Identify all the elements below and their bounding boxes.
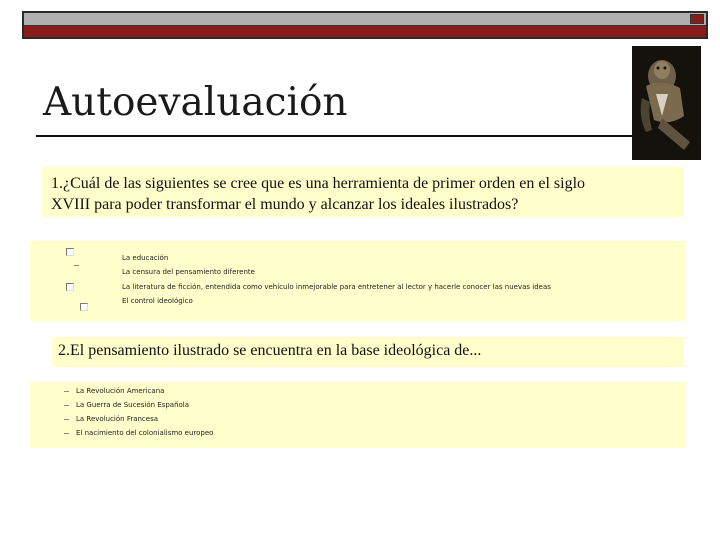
q1-option-2[interactable]: La censura del pensamiento diferente bbox=[122, 268, 255, 276]
q1-option-1[interactable]: La educación bbox=[122, 254, 169, 262]
option-checkbox-small[interactable] bbox=[74, 265, 79, 266]
option-checkbox-small[interactable] bbox=[64, 405, 69, 406]
q1-option-3[interactable]: La literatura de ficción, entendida como vehículo inmejorable para entretener al lector y hacerle conocer las nuevas ideas bbox=[122, 283, 551, 291]
q2-option-1[interactable]: La Revolución Americana bbox=[76, 387, 165, 395]
question-1-box bbox=[42, 167, 684, 217]
top-decorative-band bbox=[22, 11, 708, 39]
q2-option-3[interactable]: La Revolución Francesa bbox=[76, 415, 159, 423]
option-checkbox[interactable] bbox=[80, 303, 88, 311]
option-checkbox[interactable] bbox=[66, 248, 74, 256]
band-square-icon bbox=[690, 14, 704, 24]
question-2-options bbox=[30, 382, 685, 448]
q1-option-4[interactable]: El control ideológico bbox=[122, 297, 193, 305]
question-1-line-1: 1.¿Cuál de las siguientes se cree que es una herramienta de primer orden en el siglo bbox=[51, 175, 586, 192]
option-checkbox-small[interactable] bbox=[64, 419, 69, 420]
question-2-box bbox=[52, 337, 684, 367]
q2-option-4[interactable]: El nacimiento del colonialismo europeo bbox=[76, 429, 214, 437]
goya-painting-image bbox=[632, 46, 701, 160]
question-1-line-2: XVIII para poder transformar el mundo y alcanzar los ideales ilustrados? bbox=[51, 196, 519, 213]
title-underline bbox=[36, 135, 633, 137]
question-1-options bbox=[30, 241, 685, 321]
option-checkbox-small[interactable] bbox=[64, 391, 69, 392]
question-2-text: 2.El pensamiento ilustrado se encuentra en la base ideológica de... bbox=[58, 342, 482, 359]
slide-title: Autoevaluación bbox=[43, 80, 348, 125]
option-checkbox-small[interactable] bbox=[64, 433, 69, 434]
q2-option-2[interactable]: La Guerra de Sucesión Española bbox=[76, 401, 190, 409]
top-band-grey-strip bbox=[24, 13, 706, 26]
option-checkbox[interactable] bbox=[66, 283, 74, 291]
question-1-text bbox=[51, 173, 585, 215]
